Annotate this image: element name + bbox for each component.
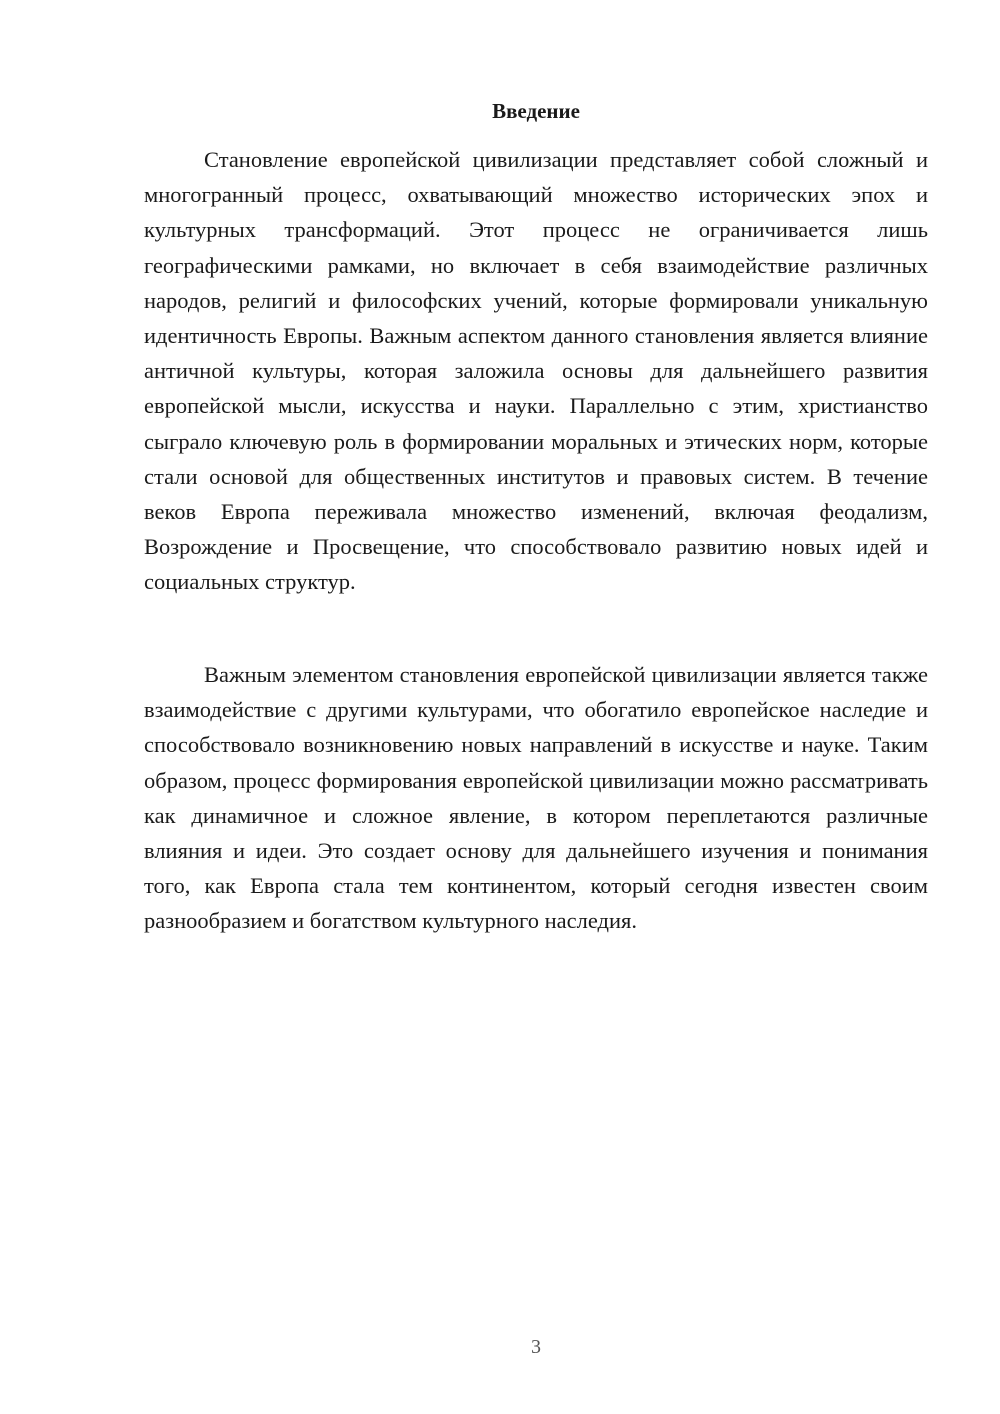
- page-number: 3: [531, 1336, 541, 1358]
- section-heading: Введение: [492, 99, 580, 123]
- paragraph-2: Важным элементом становления европейской цивилизации является также взаимодействие с другими культурами, что обогатило европейское наследие и способствовало возникновению новых направлений в искусстве и науке. Таким образом, процесс формирования европейской цивилизации можно рассматривать как динамичное и сложное явление, в котором переплетаются различные влияния и идеи. Это создает основу для дальнейшего изучения и понимания того, как Европа стала тем континентом, который сегодня известен своим разнообразием и богатством культурного наследия.: [144, 662, 928, 934]
- paragraph-1: Становление европейской цивилизации представляет собой сложный и многогранный процесс, охватывающий множество исторических эпох и культурных трансформаций. Этот процесс не ограничивается лишь географическими рамками, но включает в себя взаимодействие различных народов, религий и философских учений, которые формировали уникальную идентичность Европы. Важным аспектом данного становления является влияние античной культуры, которая заложила основы для дальнейшего развития европейской мысли, искусства и науки. Параллельно с этим, христианство сыграло ключевую роль в формировании моральных и этических норм, которые стали основой для общественных институтов и правовых систем. В течение веков Европа переживала множество изменений, включая феодализм, Возрождение и Просвещение, что способствовало развитию новых идей и социальных структур.: [144, 147, 928, 595]
